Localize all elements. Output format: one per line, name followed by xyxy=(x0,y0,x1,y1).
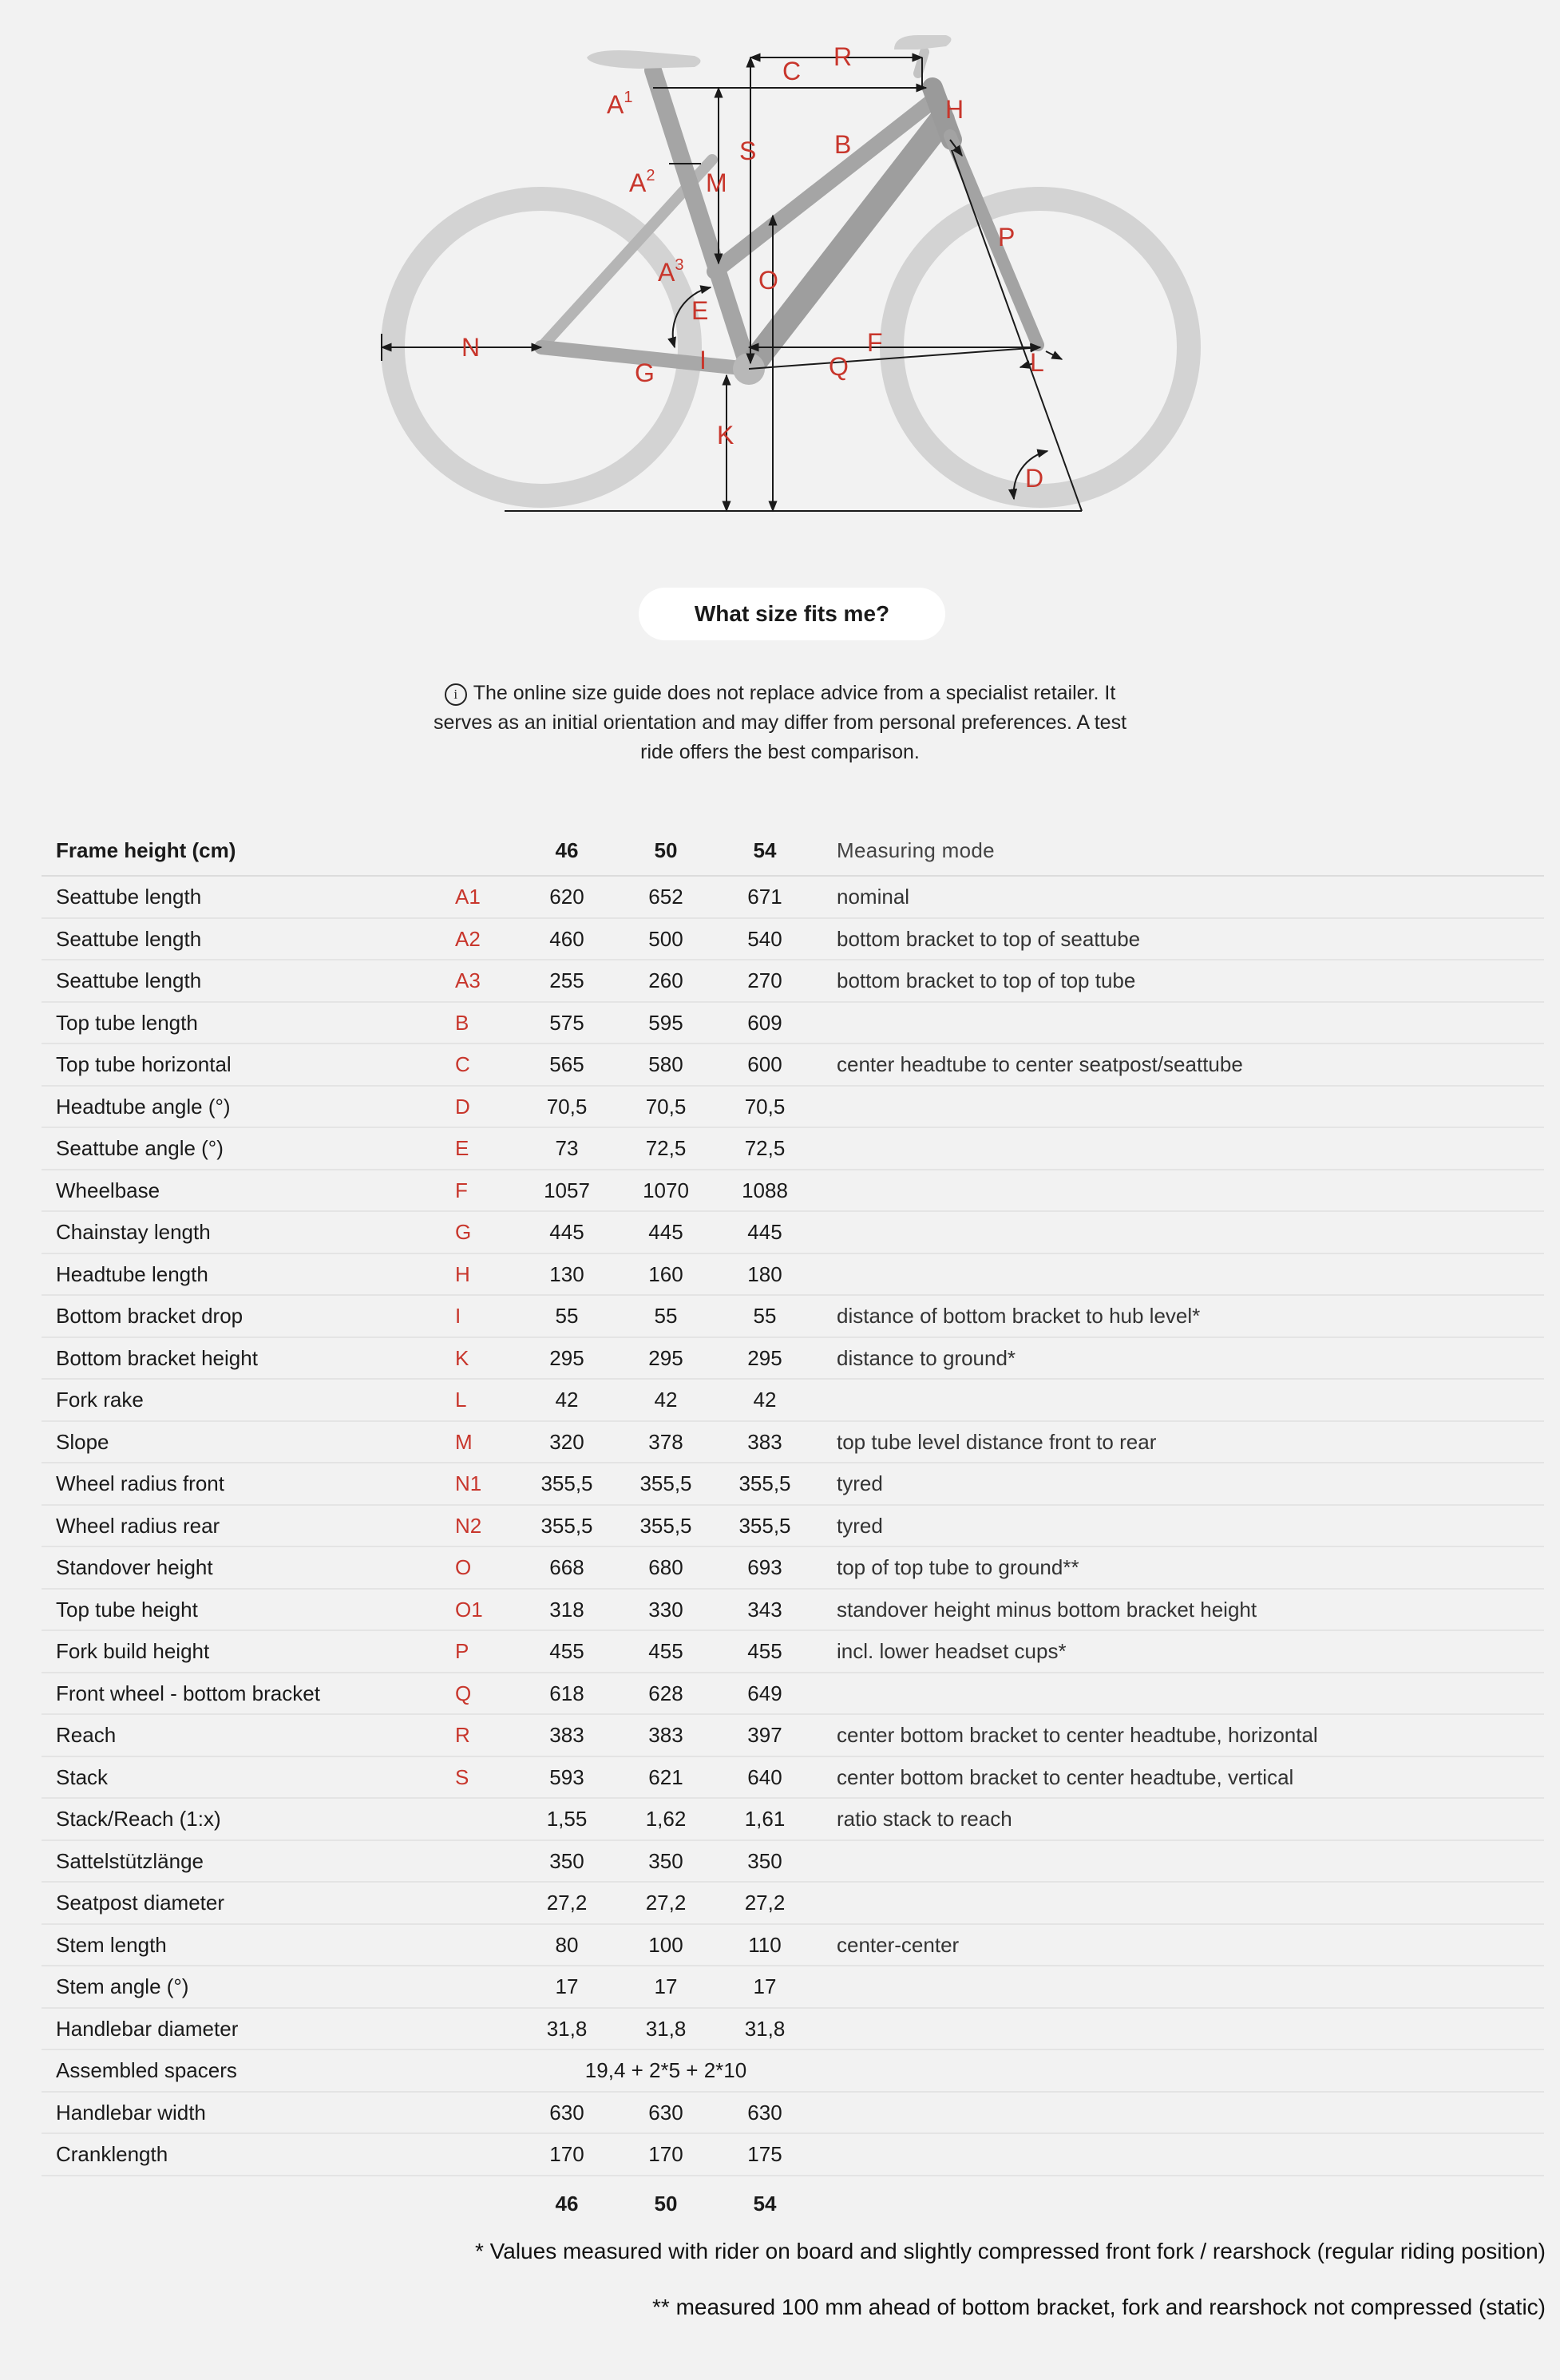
row-mode: center bottom bracket to center headtube, horizontal xyxy=(837,1723,1318,1747)
row-value-46: 1,55 xyxy=(546,1807,588,1831)
table-row xyxy=(42,1715,1544,1757)
row-value-54: 31,8 xyxy=(744,2016,786,2041)
row-value-54: 540 xyxy=(747,926,782,951)
row-value-54: 383 xyxy=(747,1429,782,1454)
row-value-50: 455 xyxy=(648,1639,683,1663)
table-row xyxy=(42,1925,1544,1967)
row-name: Fork rake xyxy=(56,1388,144,1412)
table-header xyxy=(42,826,1544,877)
table-row xyxy=(42,1966,1544,2009)
row-name: Top tube length xyxy=(56,1010,198,1035)
row-value-46: 255 xyxy=(549,968,584,992)
label-l: L xyxy=(1030,348,1044,377)
row-name: Standover height xyxy=(56,1555,213,1579)
table-row xyxy=(42,2134,1544,2176)
row-value-46: 42 xyxy=(555,1388,579,1412)
row-key: L xyxy=(455,1388,467,1412)
row-key: R xyxy=(455,1723,470,1747)
row-value-54: 350 xyxy=(747,1848,782,1873)
row-value-50: 17 xyxy=(654,1974,678,1998)
row-key: B xyxy=(455,1010,469,1035)
row-value-54: 270 xyxy=(747,968,782,992)
size-finder-button[interactable]: What size fits me? xyxy=(639,588,945,640)
row-name: Chainstay length xyxy=(56,1220,211,1244)
row-mode: top tube level distance front to rear xyxy=(837,1429,1157,1454)
table-row xyxy=(42,1547,1544,1590)
row-name: Seattube length xyxy=(56,885,202,909)
row-mode: tyred xyxy=(837,1513,883,1538)
table-row xyxy=(42,1044,1544,1087)
row-mode: ratio stack to reach xyxy=(837,1807,1012,1831)
row-value-46: 55 xyxy=(555,1304,579,1328)
row-value-50: 378 xyxy=(648,1429,683,1454)
row-mode: bottom bracket to top of seattube xyxy=(837,926,1141,951)
row-key: E xyxy=(455,1136,469,1160)
row-value-46: 460 xyxy=(549,926,584,951)
row-value-50: 100 xyxy=(648,1932,683,1957)
row-mode: incl. lower headset cups* xyxy=(837,1639,1067,1663)
row-value-46: 130 xyxy=(549,1261,584,1286)
table-row xyxy=(42,1799,1544,1841)
row-value-54: 445 xyxy=(747,1220,782,1244)
row-value-50: 621 xyxy=(648,1764,683,1789)
row-name: Seattube length xyxy=(56,926,202,951)
row-key: S xyxy=(455,1764,469,1789)
label-f: F xyxy=(867,328,883,357)
row-value-50: 595 xyxy=(648,1010,683,1035)
row-value-54: 1,61 xyxy=(744,1807,786,1831)
row-name: Assembled spacers xyxy=(56,2058,237,2082)
row-value-50: 355,5 xyxy=(639,1513,692,1538)
row-key: P xyxy=(455,1639,469,1663)
size-guide-note xyxy=(415,679,1145,767)
row-name: Stem angle (°) xyxy=(56,1974,189,1998)
row-value-50: 445 xyxy=(648,1220,683,1244)
row-key: H xyxy=(455,1261,470,1286)
row-value-46: 383 xyxy=(549,1723,584,1747)
label-a1: $A^1$ xyxy=(607,89,633,119)
row-value-46: 593 xyxy=(549,1764,584,1789)
row-value-50: 1,62 xyxy=(645,1807,687,1831)
row-key: G xyxy=(455,1220,472,1244)
table-row xyxy=(42,1673,1544,1716)
row-name: Front wheel - bottom bracket xyxy=(56,1681,320,1705)
row-value-54: 72,5 xyxy=(744,1136,786,1160)
row-name: Reach xyxy=(56,1723,117,1747)
row-value-46: 668 xyxy=(549,1555,584,1579)
row-mode: top of top tube to ground** xyxy=(837,1555,1079,1579)
label-r: R xyxy=(833,42,853,71)
row-name: Bottom bracket drop xyxy=(56,1304,244,1328)
row-mode: center-center xyxy=(837,1932,960,1957)
row-mode: tyred xyxy=(837,1471,883,1495)
row-value-54: 55 xyxy=(753,1304,777,1328)
row-name: Top tube height xyxy=(56,1597,198,1622)
row-value-54: 180 xyxy=(747,1261,782,1286)
row-value-46: 295 xyxy=(549,1345,584,1370)
row-value-50: 350 xyxy=(648,1848,683,1873)
row-key: O xyxy=(455,1555,472,1579)
row-mode: distance to ground* xyxy=(837,1345,1016,1370)
row-value-46: 73 xyxy=(555,1136,579,1160)
row-value-50: 680 xyxy=(648,1555,683,1579)
header-measuring-mode: Measuring mode xyxy=(837,838,995,862)
row-name: Stack/Reach (1:x) xyxy=(56,1807,221,1831)
row-value-54: 640 xyxy=(747,1764,782,1789)
row-value-46: 17 xyxy=(555,1974,579,1998)
table-row xyxy=(42,1590,1544,1632)
table-row xyxy=(42,1087,1544,1129)
table-row xyxy=(42,1631,1544,1673)
row-name: Seattube angle (°) xyxy=(56,1136,224,1160)
label-m: M xyxy=(706,168,727,197)
row-name: Wheel radius rear xyxy=(56,1513,220,1538)
header-frame-height: Frame height (cm) xyxy=(56,838,236,862)
row-name: Headtube length xyxy=(56,1261,208,1286)
table-row xyxy=(42,1757,1544,1800)
row-value-46: 355,5 xyxy=(540,1471,593,1495)
header-size-46: 46 xyxy=(555,838,579,862)
table-row xyxy=(42,1170,1544,1213)
row-value-50: 31,8 xyxy=(645,2016,687,2041)
row-value-54: 110 xyxy=(748,1932,782,1957)
row-value-46: 445 xyxy=(549,1220,584,1244)
row-name: Headtube angle (°) xyxy=(56,1094,231,1119)
row-name: Handlebar width xyxy=(56,2100,206,2125)
row-value-54: 397 xyxy=(747,1723,782,1747)
row-value-50: 170 xyxy=(648,2142,683,2166)
row-key: I xyxy=(455,1304,461,1328)
row-value-50: 500 xyxy=(648,926,683,951)
row-value-50: 70,5 xyxy=(645,1094,687,1119)
table-row xyxy=(42,1883,1544,1925)
row-value-54: 671 xyxy=(747,885,782,909)
row-value-46: 350 xyxy=(549,1848,584,1873)
row-mode: nominal xyxy=(837,885,910,909)
row-name: Cranklength xyxy=(56,2142,168,2166)
row-value-54: 455 xyxy=(747,1639,782,1663)
table-row xyxy=(42,1380,1544,1422)
label-s: S xyxy=(739,137,757,165)
label-p: P xyxy=(998,223,1016,251)
row-mode: center headtube to center seatpost/seattube xyxy=(837,1052,1243,1076)
row-value-46: 318 xyxy=(549,1597,584,1622)
row-value-50: 72,5 xyxy=(645,1136,687,1160)
size-guide-note-text: The online size guide does not replace advice from a specialist retailer. It serves as an initial orientation and may differ from personal preferences. A test ride offers the best comparison. xyxy=(433,682,1127,763)
row-span-value: 19,4 + 2*5 + 2*10 xyxy=(584,2058,747,2082)
row-value-50: 42 xyxy=(654,1388,678,1412)
row-key: C xyxy=(455,1052,470,1076)
label-h: H xyxy=(945,95,964,124)
row-mode: bottom bracket to top of top tube xyxy=(837,968,1136,992)
table-footer xyxy=(42,2180,1544,2228)
table-row xyxy=(42,919,1544,961)
row-name: Handlebar diameter xyxy=(56,2016,239,2041)
row-name: Wheel radius front xyxy=(56,1471,224,1495)
row-value-54: 42 xyxy=(753,1388,777,1412)
row-value-54: 70,5 xyxy=(744,1094,786,1119)
row-value-50: 160 xyxy=(648,1261,683,1286)
row-value-46: 70,5 xyxy=(546,1094,588,1119)
table-row xyxy=(42,2009,1544,2051)
row-value-46: 355,5 xyxy=(540,1513,593,1538)
row-value-46: 620 xyxy=(549,885,584,909)
table-row xyxy=(42,1841,1544,1883)
table-row xyxy=(42,1506,1544,1548)
footnote-static: ** measured 100 mm ahead of bottom bracket, fork and rearshock not compressed (static) xyxy=(652,2295,1546,2319)
row-mode: distance of bottom bracket to hub level* xyxy=(837,1304,1201,1328)
row-value-46: 565 xyxy=(549,1052,584,1076)
row-value-46: 1057 xyxy=(544,1178,590,1202)
label-i: I xyxy=(699,346,707,374)
table-row xyxy=(42,1422,1544,1464)
row-key: N2 xyxy=(455,1513,482,1538)
row-value-50: 27,2 xyxy=(645,1891,687,1915)
row-value-50: 355,5 xyxy=(639,1471,692,1495)
label-g: G xyxy=(635,358,655,387)
row-value-50: 580 xyxy=(648,1052,683,1076)
footer-size-50: 50 xyxy=(654,2191,678,2216)
table-row xyxy=(42,960,1544,1003)
row-value-46: 31,8 xyxy=(546,2016,588,2041)
footer-size-54: 54 xyxy=(753,2191,777,2216)
geometry-table xyxy=(42,826,1544,2228)
row-value-54: 630 xyxy=(747,2100,782,2125)
row-value-46: 170 xyxy=(549,2142,584,2166)
label-a2: $A^2$ xyxy=(629,167,655,197)
table-row xyxy=(42,2093,1544,2135)
row-value-54: 649 xyxy=(747,1681,782,1705)
row-key: A2 xyxy=(455,926,481,951)
row-name: Top tube horizontal xyxy=(56,1052,232,1076)
row-value-54: 17 xyxy=(753,1974,777,1998)
label-b: B xyxy=(834,130,852,159)
row-value-54: 295 xyxy=(747,1345,782,1370)
row-value-46: 575 xyxy=(549,1010,584,1035)
row-value-50: 652 xyxy=(648,885,683,909)
row-key: N1 xyxy=(455,1471,482,1495)
row-value-54: 175 xyxy=(747,2142,782,2166)
row-key: O1 xyxy=(455,1597,483,1622)
label-k: K xyxy=(717,421,734,449)
row-value-50: 260 xyxy=(648,968,683,992)
row-key: Q xyxy=(455,1681,472,1705)
row-value-54: 343 xyxy=(747,1597,782,1622)
label-o: O xyxy=(758,266,778,295)
table-row xyxy=(42,1128,1544,1170)
row-mode: center bottom bracket to center headtube, vertical xyxy=(837,1764,1294,1789)
row-value-46: 80 xyxy=(555,1932,579,1957)
row-key: M xyxy=(455,1429,473,1454)
row-name: Fork build height xyxy=(56,1639,210,1663)
row-value-46: 320 xyxy=(549,1429,584,1454)
row-value-54: 27,2 xyxy=(744,1891,786,1915)
table-row xyxy=(42,1463,1544,1506)
table-row xyxy=(42,1003,1544,1045)
label-e: E xyxy=(691,296,709,325)
row-value-54: 355,5 xyxy=(738,1471,791,1495)
row-value-50: 330 xyxy=(648,1597,683,1622)
row-value-46: 455 xyxy=(549,1639,584,1663)
row-value-50: 383 xyxy=(648,1723,683,1747)
geometry-diagram xyxy=(0,0,1560,543)
row-key: A3 xyxy=(455,968,481,992)
row-name: Stem length xyxy=(56,1932,167,1957)
row-key: D xyxy=(455,1094,470,1119)
row-key: F xyxy=(455,1178,468,1202)
row-value-50: 1070 xyxy=(643,1178,689,1202)
row-value-50: 55 xyxy=(654,1304,678,1328)
row-mode: standover height minus bottom bracket height xyxy=(837,1597,1257,1622)
header-size-54: 54 xyxy=(753,838,777,862)
row-name: Seattube length xyxy=(56,968,202,992)
row-value-54: 1088 xyxy=(742,1178,788,1202)
row-name: Bottom bracket height xyxy=(56,1345,258,1370)
row-name: Stack xyxy=(56,1764,109,1789)
footnote-rider-on-board: * Values measured with rider on board and slightly compressed front fork / rearshock (regular riding position) xyxy=(474,2239,1546,2263)
row-value-54: 600 xyxy=(747,1052,782,1076)
label-n: N xyxy=(461,333,481,362)
row-value-46: 618 xyxy=(549,1681,584,1705)
label-d: D xyxy=(1025,464,1044,493)
info-icon: i xyxy=(445,683,467,706)
table-row xyxy=(42,1296,1544,1338)
table-row xyxy=(42,2050,1544,2093)
row-name: Sattelstützlänge xyxy=(56,1848,204,1873)
row-name: Slope xyxy=(56,1429,109,1454)
table-row xyxy=(42,1338,1544,1380)
label-c: C xyxy=(782,57,802,85)
row-value-50: 630 xyxy=(648,2100,683,2125)
row-key: K xyxy=(455,1345,469,1370)
label-a3: $A^3$ xyxy=(658,256,684,287)
row-value-46: 630 xyxy=(549,2100,584,2125)
row-value-46: 27,2 xyxy=(546,1891,588,1915)
label-q: Q xyxy=(829,352,849,381)
table-row xyxy=(42,1212,1544,1254)
row-value-50: 628 xyxy=(648,1681,683,1705)
row-value-54: 693 xyxy=(747,1555,782,1579)
table-row xyxy=(42,1254,1544,1297)
header-size-50: 50 xyxy=(654,838,678,862)
row-value-54: 355,5 xyxy=(738,1513,791,1538)
table-row xyxy=(42,877,1544,919)
row-value-54: 609 xyxy=(747,1010,782,1035)
row-value-50: 295 xyxy=(648,1345,683,1370)
row-name: Seatpost diameter xyxy=(56,1891,225,1915)
row-key: A1 xyxy=(455,885,481,909)
footer-size-46: 46 xyxy=(555,2191,579,2216)
row-name: Wheelbase xyxy=(56,1178,160,1202)
